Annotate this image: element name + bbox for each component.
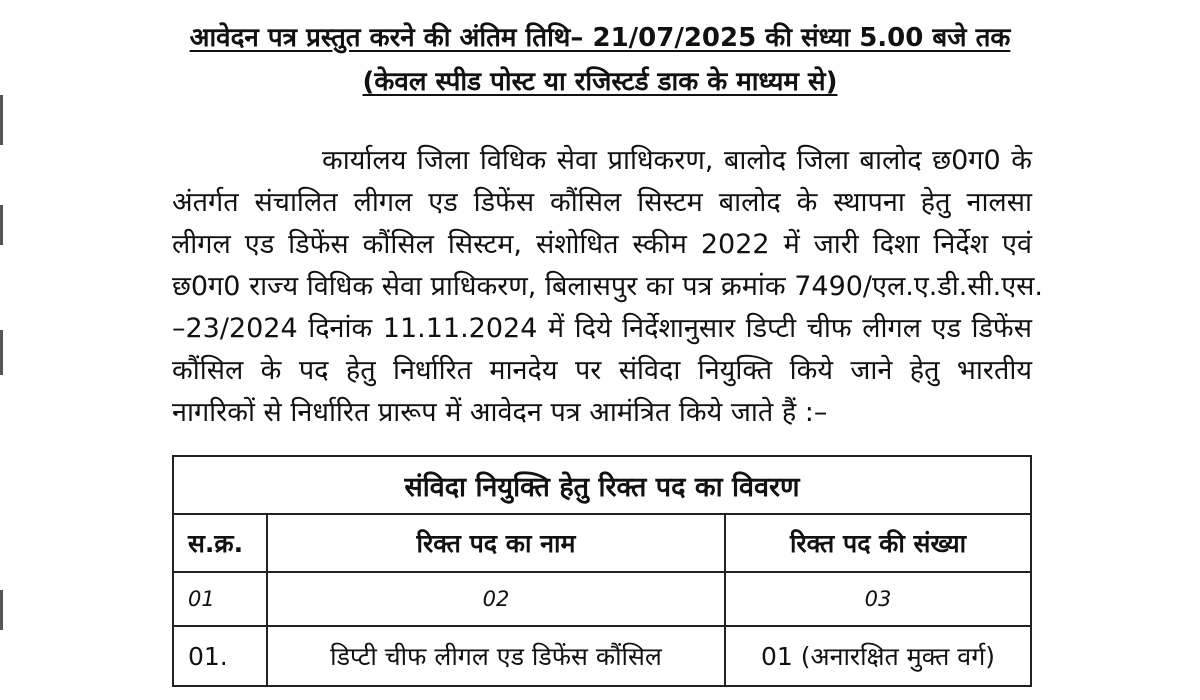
scan-edge-mark — [0, 95, 3, 145]
table-title: संविदा नियुक्ति हेतु रिक्त पद का विवरण — [173, 456, 1031, 514]
header-post-count: रिक्त पद की संख्या — [725, 514, 1031, 572]
table-title-row — [173, 456, 1031, 514]
column-number-row — [173, 572, 1031, 626]
paragraph-line: कौंसिल के पद हेतु निर्धारित मानदेय पर संविदा नियुक्ति किये जाने हेतु भारतीय — [172, 355, 1032, 386]
paragraph-line: –23/2024 दिनांक 11.11.2024 में दिये निर्देशानुसार डिप्टी चीफ लीगल एड डिफेंस — [172, 313, 1032, 344]
scan-edge-mark — [0, 590, 3, 630]
row-post-name: डिप्टी चीफ लीगल एड डिफेंस कौंसिल — [267, 626, 725, 686]
column-number: 03 — [725, 572, 1031, 626]
scan-edge-mark — [0, 205, 3, 245]
paragraph-line: लीगल एड डिफेंस कौंसिल सिस्टम, संशोधित स्कीम 2022 में जारी दिशा निर्देश एवं — [172, 229, 1032, 260]
scan-edge-mark — [0, 330, 3, 375]
table-header-row — [173, 514, 1031, 572]
paragraph-line: छ0ग0 राज्य विधिक सेवा प्राधिकरण, बिलासपुर का पत्र क्रमांक 7490/एल.ए.डी.सी.एस. — [172, 271, 1043, 302]
header-serial: स.क्र. — [173, 514, 267, 572]
row-serial: 01. — [173, 626, 267, 686]
header-post-name: रिक्त पद का नाम — [267, 514, 725, 572]
paragraph-line: नागरिकों से निर्धारित प्रारूप में आवेदन पत्र आमंत्रित किये जाते हैं :– — [172, 397, 828, 428]
row-post-count: 01 (अनारक्षित मुक्त वर्ग) — [725, 626, 1031, 686]
paragraph-line: अंतर्गत संचालित लीगल एड डिफेंस कौंसिल सिस्टम बालोद के स्थापना हेतु नालसा — [172, 187, 1032, 218]
table-row — [173, 626, 1031, 686]
paragraph-line: कार्यालय जिला विधिक सेवा प्राधिकरण, बालोद जिला बालोद छ0ग0 के — [322, 145, 1032, 176]
vacancy-table — [172, 455, 1032, 687]
submission-mode-heading: (केवल स्पीड पोस्ट या रजिस्टर्ड डाक के माध्यम से) — [362, 67, 838, 97]
notice-paragraph — [172, 140, 1043, 434]
column-number: 02 — [267, 572, 725, 626]
deadline-heading: आवेदन पत्र प्रस्तुत करने की अंतिम तिथि– 21/07/2025 की संध्या 5.00 बजे तक — [189, 23, 1011, 53]
column-number: 01 — [173, 572, 267, 626]
